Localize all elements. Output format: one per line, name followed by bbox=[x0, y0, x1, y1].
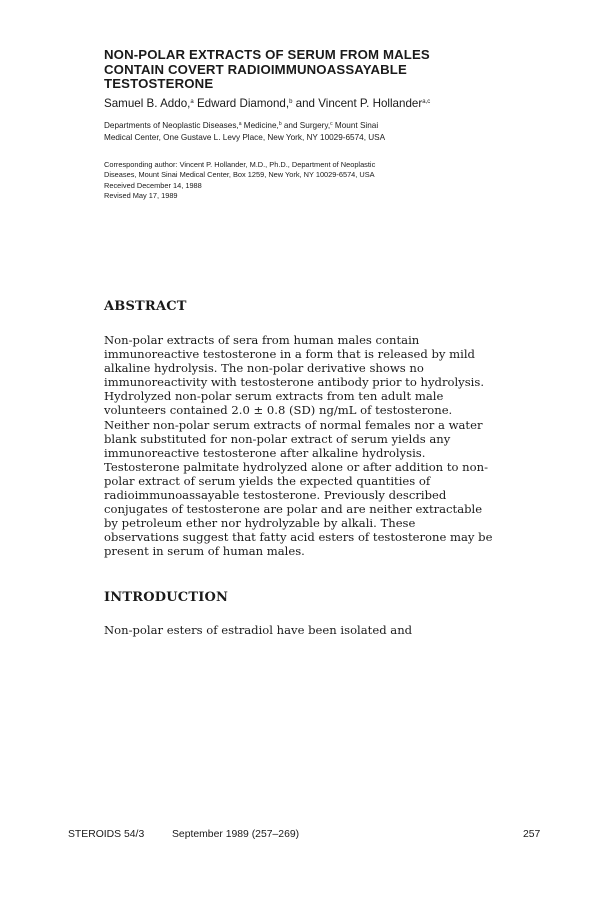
abstract-heading: ABSTRACT bbox=[104, 299, 187, 314]
abstract-line: Hydrolyzed non-polar serum extracts from ten adult male bbox=[104, 389, 444, 404]
abstract-line: alkaline hydrolysis. The non-polar derivative shows no bbox=[104, 361, 424, 376]
abstract-line: radioimmunoassayable testosterone. Previously described bbox=[104, 488, 447, 503]
abstract-line: volunteers contained 2.0 ± 0.8 (SD) ng/mL of testosterone. bbox=[104, 403, 453, 418]
title-line: NON-POLAR EXTRACTS OF SERUM FROM MALES bbox=[104, 47, 430, 62]
abstract-text bbox=[104, 333, 544, 559]
author-name: Edward Diamond, bbox=[193, 97, 290, 110]
affiliation-text: and Surgery, bbox=[281, 121, 331, 130]
author-affiliation-mark: a,c bbox=[422, 99, 431, 105]
page-number: 257 bbox=[523, 829, 541, 840]
abstract-line: immunoreactive testosterone in a form that is released by mild bbox=[104, 347, 475, 362]
correspondence-line: Corresponding author: Vincent P. Hollander, M.D., Ph.D., Department of Neoplastic bbox=[104, 160, 376, 169]
author-affiliation-mark: b bbox=[289, 99, 293, 105]
correspondence-line: Diseases, Mount Sinai Medical Center, Box 1259, New York, NY 10029-6574, USA bbox=[104, 170, 375, 180]
affiliation-line bbox=[104, 119, 534, 132]
title-line: TESTOSTERONE bbox=[104, 76, 214, 92]
abstract-line: present in serum of human males. bbox=[104, 544, 305, 559]
affiliation-line: Medical Center, One Gustave L. Levy Place, New York, NY 10029-6574, USA bbox=[104, 132, 386, 142]
affiliations bbox=[104, 119, 534, 143]
affiliation-text: Mount Sinai bbox=[332, 121, 379, 130]
abstract-line: immunoreactivity with testosterone antibody prior to hydrolysis. bbox=[104, 375, 485, 390]
abstract-line: polar extract of serum yields the expected quantities of bbox=[104, 473, 431, 488]
footer-date: September 1989 (257–269) bbox=[172, 829, 300, 840]
author-name: Samuel B. Addo, bbox=[104, 97, 191, 110]
article-title bbox=[104, 48, 524, 92]
footer-journal-issue: STEROIDS 54/3 bbox=[68, 829, 145, 840]
received-date: Received December 14, 1988 bbox=[104, 180, 202, 190]
introduction-heading: INTRODUCTION bbox=[104, 590, 229, 605]
abstract-line: conjugates of testosterone are polar and are neither extractable bbox=[104, 502, 483, 517]
abstract-line: immunoreactive testosterone after alkaline hydrolysis. bbox=[104, 445, 426, 460]
affiliation-text: Departments of Neoplastic Diseases, bbox=[104, 121, 239, 130]
abstract-line: by petroleum ether nor hydrolyzable by alkali. These bbox=[104, 516, 416, 531]
introduction-text: Non-polar esters of estradiol have been isolated and bbox=[104, 623, 413, 637]
correspondence-block bbox=[104, 160, 534, 202]
revised-date: Revised May 17, 1989 bbox=[104, 191, 178, 201]
affiliation-mark: a bbox=[238, 121, 242, 127]
abstract-line: blank substituted for non-polar extract of serum yields any bbox=[104, 431, 451, 446]
abstract-line: Non-polar extracts of sera from human males contain bbox=[104, 333, 420, 347]
affiliation-mark: b bbox=[278, 121, 282, 127]
author-name: and Vincent P. Hollander bbox=[292, 97, 423, 110]
affiliation-mark: c bbox=[330, 121, 333, 127]
abstract-line: Testosterone palmitate hydrolyzed alone or after addition to non- bbox=[104, 459, 488, 474]
affiliation-text: Medicine, bbox=[241, 121, 279, 130]
abstract-line: Neither non-polar serum extracts of normal females nor a water bbox=[104, 417, 483, 432]
author-list bbox=[104, 95, 544, 111]
title-line: CONTAIN COVERT RADIOIMMUNOASSAYABLE bbox=[104, 61, 407, 77]
author-affiliation-mark: a bbox=[190, 99, 194, 105]
abstract-line: observations suggest that fatty acid esters of testosterone may be bbox=[104, 530, 493, 545]
